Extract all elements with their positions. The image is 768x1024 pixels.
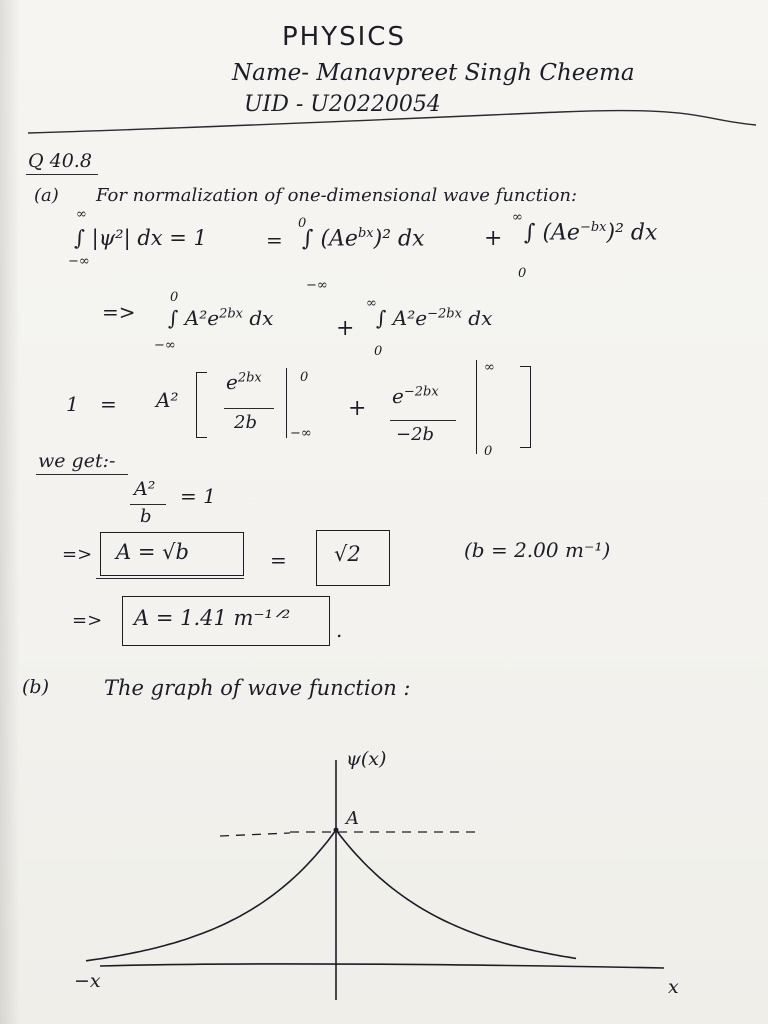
eq2-arrow: => [102, 300, 136, 324]
x-axis-positive-label: x [668, 976, 679, 998]
part-a-label: (a) [34, 185, 59, 206]
y-axis-label: ψ(x) [346, 748, 387, 770]
eq3-numerator-1: $e^{2bx}$ [226, 370, 262, 394]
eq2-term1-upper-limit: 0 [170, 290, 179, 305]
wave-curve-left [86, 830, 336, 961]
result-2-formula: A = 1.41 m⁻¹ᐟ² [134, 606, 291, 630]
b-value-note: (b = 2.00 m⁻¹) [464, 538, 611, 562]
eq2-term2-lower-limit: 0 [374, 344, 383, 359]
result-1-arrow: => [62, 544, 93, 565]
question-number: Q 40.8 [28, 150, 92, 172]
wave-curve-right [336, 830, 576, 958]
eq1-lhs-lower-limit: −∞ [68, 254, 90, 269]
eq3-limit-2-upper: ∞ [484, 360, 495, 375]
eq1-term2-lower-limit: 0 [518, 266, 527, 281]
eq1-equals: = [266, 228, 283, 252]
fraction-numerator: A² [134, 478, 156, 500]
result-1-formula: A = √b [116, 540, 189, 564]
eq3-limit-2-lower: 0 [484, 444, 493, 459]
eq1-term2: ∫ $(Ae^{-bx})^2$ dx [524, 220, 658, 246]
eq3-denominator-1: 2b [234, 412, 257, 433]
eq3-limit-1-upper: 0 [300, 370, 309, 385]
eq3-coefficient: A² [156, 388, 179, 412]
peak-label: A [346, 808, 359, 829]
eq3-equals: = [100, 392, 117, 416]
page-title: PHYSICS [282, 22, 406, 52]
eq2-term2-upper-limit: ∞ [366, 296, 377, 311]
part-b-intro: The graph of wave function : [104, 676, 411, 700]
eq1-term1: ∫ $(Ae^{bx})^2$ dx [302, 226, 425, 252]
we-get-label: we get:- [38, 450, 116, 472]
eq3-numerator-2: $e^{-2bx}$ [392, 384, 439, 408]
result-1-equals: = [270, 548, 287, 572]
peak-dashed-line-left [220, 833, 290, 836]
result-1-value: √2 [334, 542, 361, 566]
eq1-term2-upper-limit: ∞ [512, 210, 523, 225]
result-2-arrow: => [72, 610, 103, 631]
x-axis-negative-label: −x [74, 970, 101, 992]
peak-point [334, 828, 339, 833]
eq2-term2: ∫ $A^2e^{-2bx}$ dx [376, 306, 493, 330]
part-b-label: (b) [22, 676, 49, 698]
eq1-plus: + [484, 226, 503, 251]
eq2-plus: + [336, 316, 355, 341]
eq1-term1-lower-limit: −∞ [306, 278, 328, 293]
fraction-denominator: b [140, 506, 152, 527]
student-uid: UID - U20220054 [244, 92, 441, 117]
result-2-period: . [336, 618, 343, 642]
eq2-term1-lower-limit: −∞ [154, 338, 176, 353]
eq3-lhs: 1 [66, 392, 79, 416]
student-name: Name- Manavpreet Singh Cheema [232, 60, 635, 86]
eq1-lhs: ∫ |ψ²| dx = 1 [74, 226, 207, 250]
eq3-denominator-2: −2b [396, 424, 435, 445]
eq1-term1-upper-limit: 0 [298, 216, 307, 231]
fraction-equals-one: = 1 [180, 484, 216, 508]
part-a-intro: For normalization of one-dimensional wave function: [96, 185, 578, 206]
eq3-limit-1-lower: −∞ [290, 426, 312, 441]
eq3-plus: + [348, 396, 367, 421]
eq1-lhs-upper-limit: ∞ [76, 207, 87, 222]
x-axis [100, 964, 664, 968]
eq2-term1: ∫ $A^2e^{2bx}$ dx [168, 306, 274, 330]
